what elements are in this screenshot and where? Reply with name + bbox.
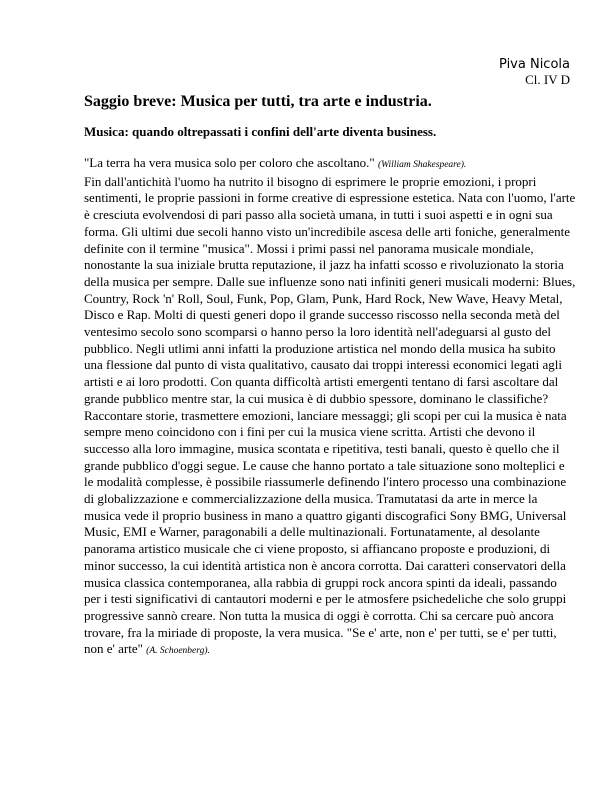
body-paragraph: Fin dall'antichità l'uomo ha nutrito il bisogno di esprimere le proprie emozioni, i propri sentimenti, le proprie passioni in forme creative di espressione estetica. Nata con l'uomo, l'arte è cresciuta evolvendosi di pari passo alla società umana, in tutti i suoi aspetti e in ogni sua forma. Gli ultimi due secoli hanno visto un'incredibile ascesa delle arti foniche, generalmente definite con il termine "musica". Mossi i primi passi nel panorama musicale mondiale, nonostante la sua iniziale brutta reputazione, il jazz ha infatti scosso e rivoluzionato la storia della musica per sempre. Dalle sue influenze sono nati infiniti generi musicali moderni: Blues, Country, Rock 'n' Roll, Soul, Funk, Pop, Glam, Punk, Hard Rock, New Wave, Heavy Metal, Disco e Rap. Molti di questi generi dopo il grande successo riscosso nella seconda metà del ventesimo secolo sono scomparsi o hanno perso la loro identità nell'adeguarsi al gusto del pubblico. Negli utlimi anni infatti la produzione artistica nel mondo della musica ha subito una flessione dal punto di vista qualitativo, causato dai troppi interessi economici legati agli artisti e ai loro prodotti. Con quanta difficoltà artisti emergenti tentano di farsi ascoltare dal grande pubblico mentre star, la cui musica è di dubbio spessore, dominano le classifiche? Raccontare storie, trasmettere emozioni, lanciare messaggi; gli scopi per cui la musica è nata sempre meno coincidono con i fini per cui la musica viene scritta. Artisti che devono il successo alla loro immagine, musica scontata e ripetitiva, testi banali, questo è quello che il grande pubblico d'oggi segue. Le cause che hanno portato a tale situazione sono molteplici e le modalità complesse, è possibile riassumerle definendo l'intero processo una combinazione di globalizzazione e commercializzazione della musica. Tramutatasi da arte in merce la musica vede il proprio business in mano a quattro giganti discografici Sony BMG, Universal Music, EMI e Warner, paragonabili a delle multinazionali. Fortunatamente, al desolante panorama artistico musicale che ci viene proposto, si affiancano proposte e produzioni, di minor successo, la cui identità artistica non è ancora corrotta. Dai caratteri conservatori della musica classica contemporanea, alla rabbia di gruppi rock ancora spinti da ideali, passando per i testi significativi di cantautori moderni e per le atmosfere psichedeliche che solo gruppi progressive sannò creare. Non tutta la musica di oggi è corrotta. Chi sa cercare può ancora trovare, fra la miriade di proposte, la vera musica. bbox=[84, 173, 576, 640]
essay-body bbox=[84, 155, 576, 660]
closing-quote: "Se e' arte, non e' per tutti, se e' per tutti, non e' arte" bbox=[84, 624, 557, 657]
closing-quote-author: (A. Schoenberg). bbox=[146, 646, 210, 657]
essay-title: Saggio breve: Musica per tutti, tra arte e industria. bbox=[84, 93, 432, 110]
essay-subtitle: Musica: quando oltrepassati i confini dell'arte diventa business. bbox=[84, 124, 437, 139]
author-name: Piva Nicola bbox=[499, 57, 570, 72]
class-label: Cl. IV D bbox=[525, 72, 570, 87]
opening-quote: "La terra ha vera musica solo per coloro che ascoltano." bbox=[84, 155, 378, 170]
opening-quote-author: (William Shakespeare). bbox=[377, 160, 467, 170]
